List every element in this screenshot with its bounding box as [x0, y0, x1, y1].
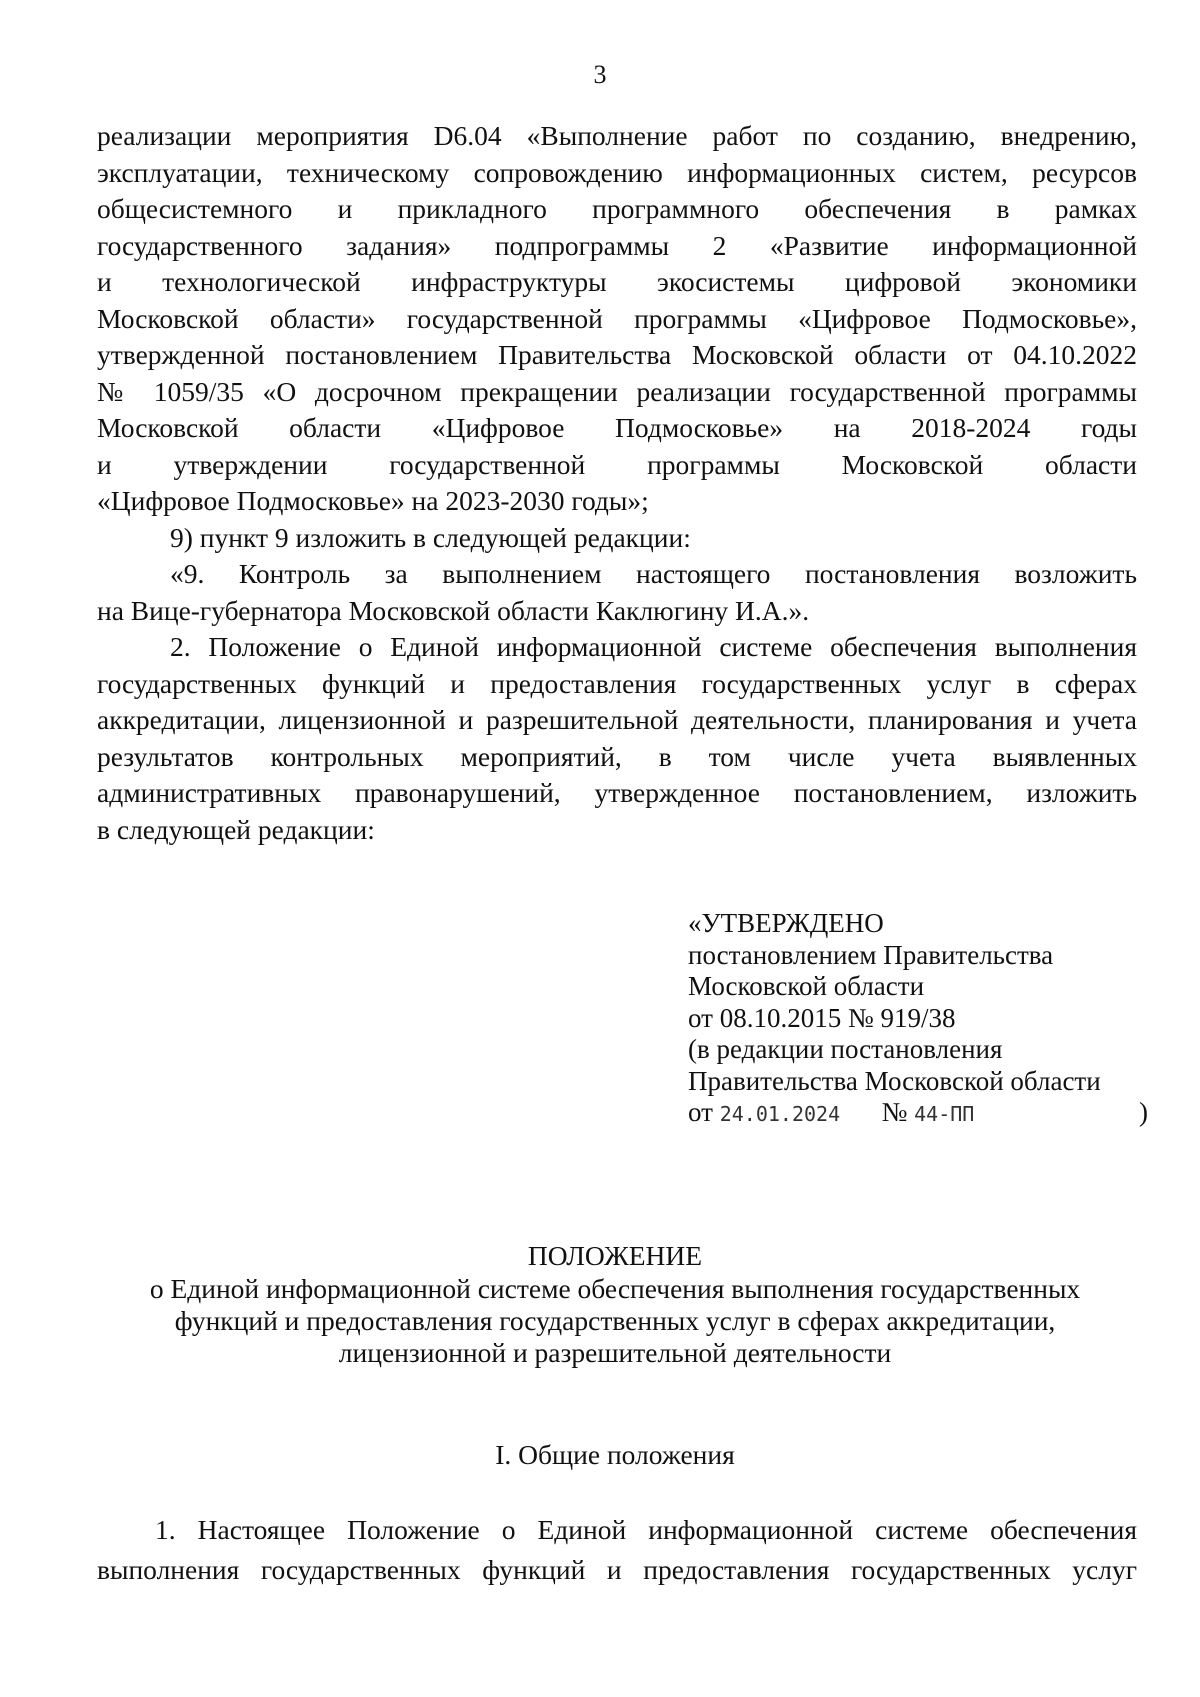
- approval-from-label: от: [688, 1097, 713, 1127]
- approval-block: [688, 908, 1148, 1131]
- paragraph-line: на Вице-губернатора Московской области Каклюгину И.А.».: [97, 594, 810, 626]
- paragraph-line: аккредитации, лицензионной и разрешительной деятельности, планирования и учета: [97, 704, 1137, 735]
- paragraph-line: и технологической инфраструктуры экосистемы цифровой экономики: [97, 266, 1137, 297]
- paragraph-line: «Цифровое Подмосковье» на 2023-2030 годы»;: [97, 485, 649, 516]
- approval-line: Правительства Московской области: [688, 1065, 1101, 1096]
- paragraph-line: Московской области «Цифровое Подмосковье» на 2018-2024 годы: [97, 412, 1137, 443]
- document-subtitle-line: функций и предоставления государственных услуг в сферах аккредитации,: [174, 1305, 1056, 1336]
- paragraph-line: «9. Контроль за выполнением настоящего постановления возложить: [170, 558, 1137, 589]
- paragraph-line: государственного задания» подпрограммы 2 «Развитие информационной: [97, 229, 1137, 261]
- approval-close-paren: ): [1139, 1097, 1148, 1127]
- paragraph-line: в следующей редакции:: [97, 813, 375, 845]
- paragraph-line: утвержденной постановлением Правительства Московской области от 04.10.2022: [97, 339, 1137, 370]
- document-subtitle: [110, 1273, 1120, 1369]
- paragraph-line: результатов контрольных мероприятий, в том числе учета выявленных: [97, 740, 1137, 772]
- body-text: [97, 118, 1137, 848]
- approval-date-number-line: [688, 1097, 1148, 1131]
- page-number: 3: [593, 60, 607, 89]
- paragraph-line: государственных функций и предоставления государственных услуг в сферах: [97, 667, 1137, 699]
- document-subtitle-line: лицензионной и разрешительной деятельности: [338, 1337, 892, 1368]
- document-title: ПОЛОЖЕНИЕ: [527, 1240, 703, 1271]
- approval-typed-date: 24.01.2024: [719, 1102, 841, 1126]
- paragraph-line: эксплуатации, техническому сопровождению информационных систем, ресурсов: [97, 156, 1137, 188]
- paragraph-line: Московской области» государственной программы «Цифровое Подмосковье»,: [97, 302, 1137, 334]
- paragraph-line: выполнения государственных функций и предоставления государственных услуг: [97, 1554, 1137, 1585]
- paragraph-line: и утверждении государственной программы Московской области: [97, 448, 1137, 480]
- document-subtitle-line: о Единой информационной системе обеспечения выполнения государственных: [149, 1273, 1081, 1304]
- paragraph-line: № 1059/35 «О досрочном прекращении реализации государственной программы: [97, 375, 1137, 407]
- paragraph-line: 2. Положение о Единой информационной системе обеспечения выполнения: [170, 631, 1137, 662]
- final-paragraph: [97, 1510, 1137, 1590]
- paragraph-line: 9) пункт 9 изложить в следующей редакции:: [170, 521, 691, 553]
- paragraph-line: 1. Настоящее Положение о Единой информационной системе обеспечения: [155, 1514, 1137, 1545]
- section-title: I. Общие положения: [495, 1439, 735, 1470]
- approval-heading: «УТВЕРЖДЕНО: [688, 908, 884, 938]
- paragraph-line: административных правонарушений, утвержденное постановлением, изложить: [97, 777, 1137, 808]
- paragraph-line: общесистемного и прикладного программного обеспечения в рамках: [97, 193, 1137, 224]
- paragraph-line: реализации мероприятия D6.04 «Выполнение работ по созданию, внедрению,: [97, 120, 1137, 151]
- approval-line: постановлением Правительства: [688, 939, 1054, 970]
- approval-number-label: №: [881, 1097, 908, 1127]
- approval-line: (в редакции постановления: [688, 1034, 1003, 1064]
- approval-typed-number: 44-ПП: [914, 1102, 975, 1126]
- approval-line: от 08.10.2015 № 919/38: [688, 1002, 956, 1033]
- approval-line: Московской области: [688, 971, 925, 1001]
